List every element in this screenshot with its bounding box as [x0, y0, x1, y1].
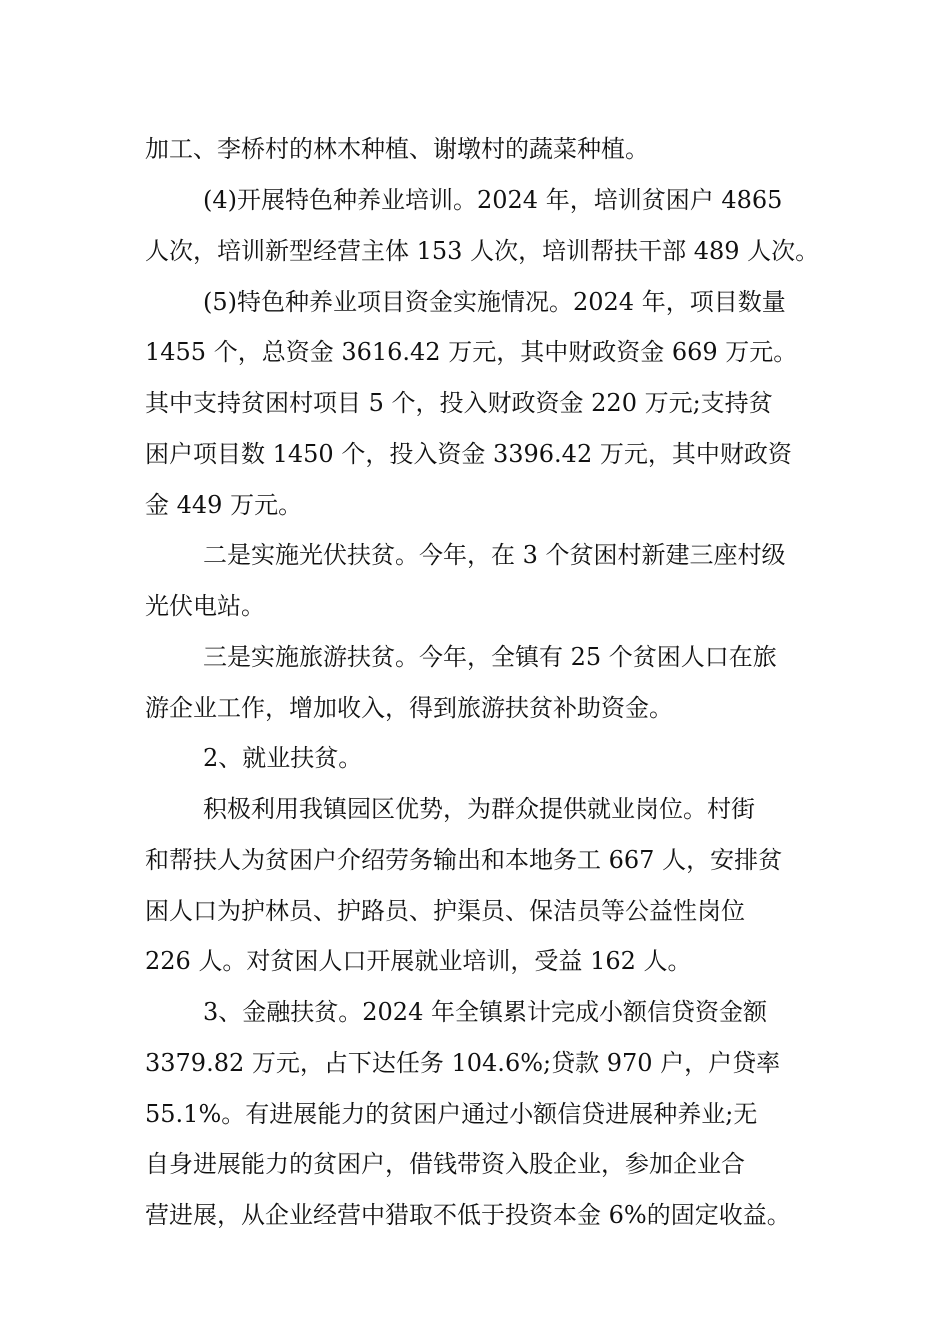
text-line: 光伏电站。 — [145, 592, 265, 620]
text-line: 226 人。对贫困人口开展就业培训，受益 162 人。 — [145, 947, 692, 975]
text-line: 自身进展能力的贫困户，借钱带资入股企业，参加企业合 — [145, 1150, 745, 1178]
text-line: 其中支持贫困村项目 5 个，投入财政资金 220 万元;支持贫 — [145, 389, 773, 417]
text-line: 游企业工作，增加收入，得到旅游扶贫补助资金。 — [145, 694, 673, 722]
section-heading: 2、就业扶贫。 — [203, 744, 363, 772]
text-line: 金 449 万元。 — [145, 491, 303, 519]
text-line: 3379.82 万元，占下达任务 104.6%;贷款 970 户，户贷率 — [145, 1049, 781, 1077]
text-line: 加工、李桥村的林木种植、谢墩村的蔬菜种植。 — [145, 135, 649, 163]
text-line: 3、金融扶贫。2024 年全镇累计完成小额信贷资金额 — [203, 998, 767, 1026]
text-line: 营进展，从企业经营中猎取不低于投资本金 6%的固定收益。 — [145, 1201, 791, 1229]
text-line: 积极利用我镇园区优势，为群众提供就业岗位。村街 — [203, 795, 755, 823]
text-line: 困人口为护林员、护路员、护渠员、保洁员等公益性岗位 — [145, 897, 745, 925]
text-line: 困户项目数 1450 个，投入资金 3396.42 万元，其中财政资 — [145, 440, 792, 468]
text-line: 人次，培训新型经营主体 153 人次，培训帮扶干部 489 人次。 — [145, 237, 820, 265]
text-line: 1455 个，总资金 3616.42 万元，其中财政资金 669 万元。 — [145, 338, 798, 366]
text-line: 和帮扶人为贫困户介绍劳务输出和本地务工 667 人，安排贫 — [145, 846, 783, 874]
text-line: (4)开展特色种养业培训。2024 年，培训贫困户 4865 — [203, 186, 783, 214]
text-line: 二是实施光伏扶贫。今年，在 3 个贫困村新建三座村级 — [203, 541, 786, 569]
text-line: 三是实施旅游扶贫。今年，全镇有 25 个贫困人口在旅 — [203, 643, 777, 671]
text-line: (5)特色种养业项目资金实施情况。2024 年，项目数量 — [203, 288, 786, 316]
text-line: 55.1%。有进展能力的贫困户通过小额信贷进展种养业;无 — [145, 1100, 758, 1128]
